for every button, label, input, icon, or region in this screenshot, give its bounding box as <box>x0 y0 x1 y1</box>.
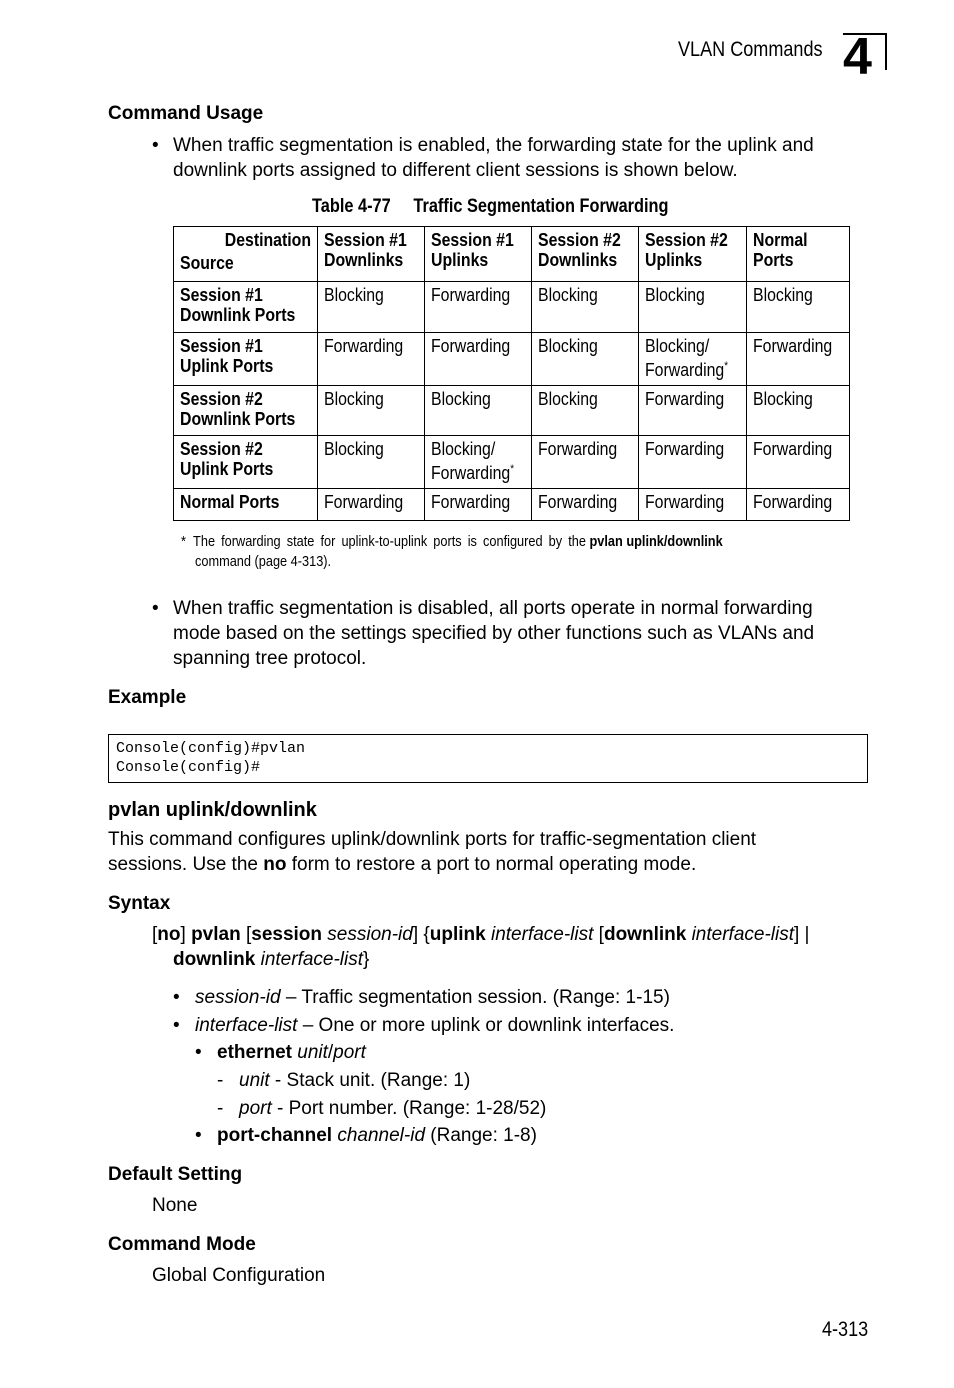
table-cell: Forwarding <box>639 436 746 489</box>
table-cell: Blocking/ Forwarding* <box>639 333 746 386</box>
sub-unit: - unit - Stack unit. (Range: 1) <box>217 1070 471 1091</box>
table-cell: Forwarding <box>425 489 532 521</box>
table-cell: Forwarding <box>746 333 849 386</box>
param-session-id: • session-id – Traffic segmentation session. (Range: 1-15) <box>173 987 670 1008</box>
table-cell: Forwarding <box>318 489 425 521</box>
table-cell: Forwarding <box>425 333 532 386</box>
table-cell: Forwarding <box>318 333 425 386</box>
command-usage-heading: Command Usage <box>108 103 264 124</box>
table-cell: Blocking <box>532 333 639 386</box>
text-line: spanning tree protocol. <box>173 648 367 669</box>
table-cell: Forwarding <box>532 489 639 521</box>
syntax-line-1: [no] pvlan [session session-id] {uplink interface-list [downlink interface-list] | <box>152 924 810 945</box>
table-cell: Forwarding <box>746 489 849 521</box>
column-header: Session #1 Uplinks <box>425 227 532 282</box>
table-cell: Forwarding <box>639 386 746 436</box>
bullet-icon: • <box>195 1125 202 1146</box>
bullet-icon: • <box>173 987 180 1008</box>
syntax-heading: Syntax <box>108 893 171 914</box>
table-cell: Blocking <box>746 282 849 333</box>
sub-ethernet: • ethernet unit/port <box>195 1042 366 1063</box>
bullet-icon: • <box>195 1042 202 1063</box>
command-description: This command configures uplink/downlink ports for traffic-segmentation client sessions. Use the no form to restore a port to normal operating mode. <box>108 829 757 875</box>
default-setting-heading: Default Setting <box>108 1164 243 1185</box>
code-example <box>108 734 868 783</box>
table-cell: Blocking <box>639 282 746 333</box>
page-number: 4-313 <box>822 1318 869 1341</box>
table-row <box>174 436 850 489</box>
column-header: Session #2 Downlinks <box>532 227 639 282</box>
chapter-tab <box>843 28 887 86</box>
footnote-marker: * <box>510 463 515 475</box>
syntax-line-2: downlink interface-list} <box>173 949 370 970</box>
table-footnote: * The forwarding state for uplink-to-uplink ports is configured by the pvlan uplink/downlink command (page 4-313). <box>181 533 723 570</box>
row-header: Normal Ports <box>174 489 318 521</box>
dash-icon: - <box>217 1070 224 1091</box>
table-cell: Blocking <box>746 386 849 436</box>
segmentation-table <box>173 226 850 521</box>
table-cell: Forwarding <box>532 436 639 489</box>
table-cell: Blocking <box>425 386 532 436</box>
table-caption: Table 4-77 Traffic Segmentation Forwarding <box>312 196 669 217</box>
command-mode-heading: Command Mode <box>108 1234 256 1255</box>
corner-cell <box>174 227 318 282</box>
table-cell: Blocking <box>532 282 639 333</box>
sub-port: - port - Port number. (Range: 1-28/52) <box>217 1098 547 1119</box>
table-row <box>174 282 850 333</box>
table-cell: Blocking/ Forwarding* <box>425 436 532 489</box>
table-row <box>174 489 850 521</box>
usage-bullet-2 <box>152 596 815 671</box>
table-cell: Forwarding <box>425 282 532 333</box>
running-header: VLAN Commands <box>678 38 823 61</box>
table-cell: Blocking <box>532 386 639 436</box>
command-title: pvlan uplink/downlink <box>108 799 317 821</box>
table-cell: Forwarding <box>639 489 746 521</box>
table-row <box>174 333 850 386</box>
param-interface-list: • interface-list – One or more uplink or downlink interfaces. <box>173 1015 675 1036</box>
bullet-icon: • <box>152 598 159 619</box>
bullet-icon: • <box>173 1015 180 1036</box>
code-line: Console(config)# <box>116 759 261 776</box>
dash-icon: - <box>217 1098 224 1119</box>
sub-port-channel: • port-channel channel-id (Range: 1-8) <box>195 1125 537 1146</box>
row-header: Session #1 Uplink Ports <box>174 333 318 386</box>
row-header: Session #1 Downlink Ports <box>174 282 318 333</box>
table-header-row <box>174 227 850 282</box>
command-mode-value: Global Configuration <box>152 1265 326 1286</box>
source-label: Source <box>180 253 234 273</box>
table-row <box>174 386 850 436</box>
code-line: Console(config)#pvlan <box>116 740 306 757</box>
table-cell: Blocking <box>318 436 425 489</box>
text-line: downlink ports assigned to different client sessions is shown below. <box>173 160 738 181</box>
destination-label: Destination <box>224 230 312 250</box>
usage-bullet-1 <box>152 133 814 183</box>
footnote-marker: * <box>724 360 729 372</box>
table-cell: Blocking <box>318 282 425 333</box>
column-header: Normal Ports <box>746 227 849 282</box>
row-header: Session #2 Uplink Ports <box>174 436 318 489</box>
table-cell: Blocking <box>318 386 425 436</box>
column-header: Session #1 Downlinks <box>318 227 425 282</box>
row-header: Session #2 Downlink Ports <box>174 386 318 436</box>
column-header: Session #2 Uplinks <box>639 227 746 282</box>
bullet-icon: • <box>152 135 159 156</box>
table-cell: Forwarding <box>746 436 849 489</box>
default-setting-value: None <box>152 1195 198 1216</box>
chapter-number: 4 <box>843 28 870 86</box>
text-line: mode based on the settings specified by other functions such as VLANs and <box>173 623 815 644</box>
text-line: When traffic segmentation is enabled, the forwarding state for the uplink and <box>173 135 814 156</box>
text-line: When traffic segmentation is disabled, all ports operate in normal forwarding <box>173 598 813 619</box>
example-heading: Example <box>108 687 187 708</box>
